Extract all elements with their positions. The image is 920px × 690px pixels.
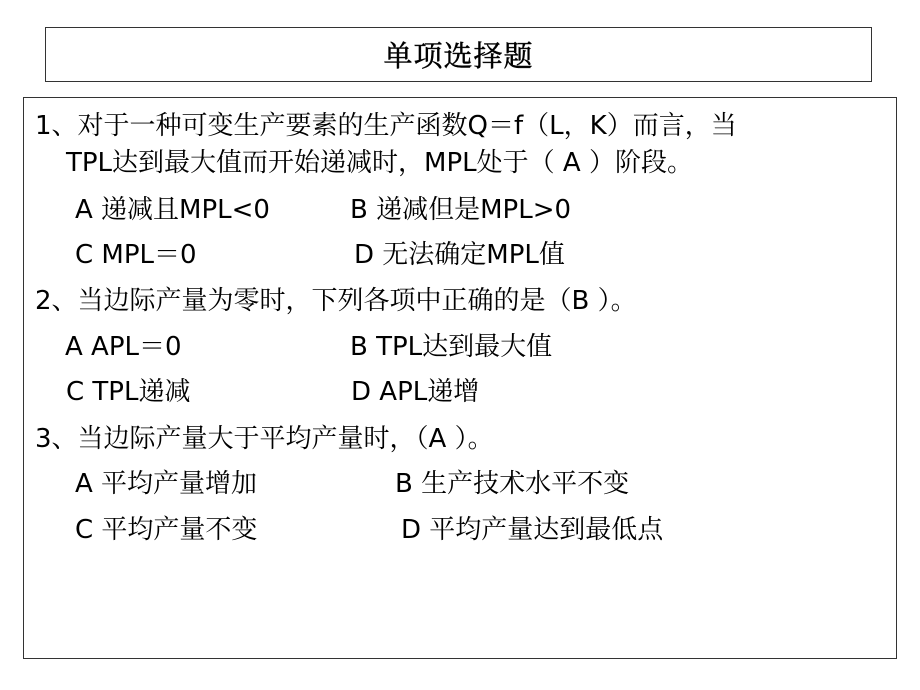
q3-option-a: A 平均产量增加: [75, 469, 258, 499]
q3-option-b: B 生产技术水平不变: [395, 469, 630, 499]
q1-option-d: D 无法确定MPL值: [354, 240, 565, 270]
q1-stem-line1: 1、对于一种可变生产要素的生产函数Q＝f（L，K）而言，当: [35, 111, 737, 141]
title-box: [45, 27, 872, 82]
q1-stem-line2: TPL达到最大值而开始递减时，MPL处于（ A ）阶段。: [66, 148, 693, 178]
page-title: 单项选择题: [383, 39, 534, 73]
q1-option-a: A 递减且MPL<0: [75, 195, 270, 225]
q2-option-d: D APL递增: [351, 377, 480, 407]
q2-option-a: A APL＝0: [65, 332, 182, 362]
q3-option-c: C 平均产量不变: [75, 515, 258, 545]
q3-stem: 3、当边际产量大于平均产量时，（A ）。: [35, 424, 494, 454]
q2-option-c: C TPL递减: [66, 377, 191, 407]
q3-option-d: D 平均产量达到最低点: [401, 515, 664, 545]
q1-option-c: C MPL＝0: [75, 240, 197, 270]
q1-option-b: B 递减但是MPL>0: [350, 195, 572, 225]
q2-stem: 2、当边际产量为零时，下列各项中正确的是（B ）。: [35, 286, 637, 316]
q2-option-b: B TPL达到最大值: [350, 332, 553, 362]
